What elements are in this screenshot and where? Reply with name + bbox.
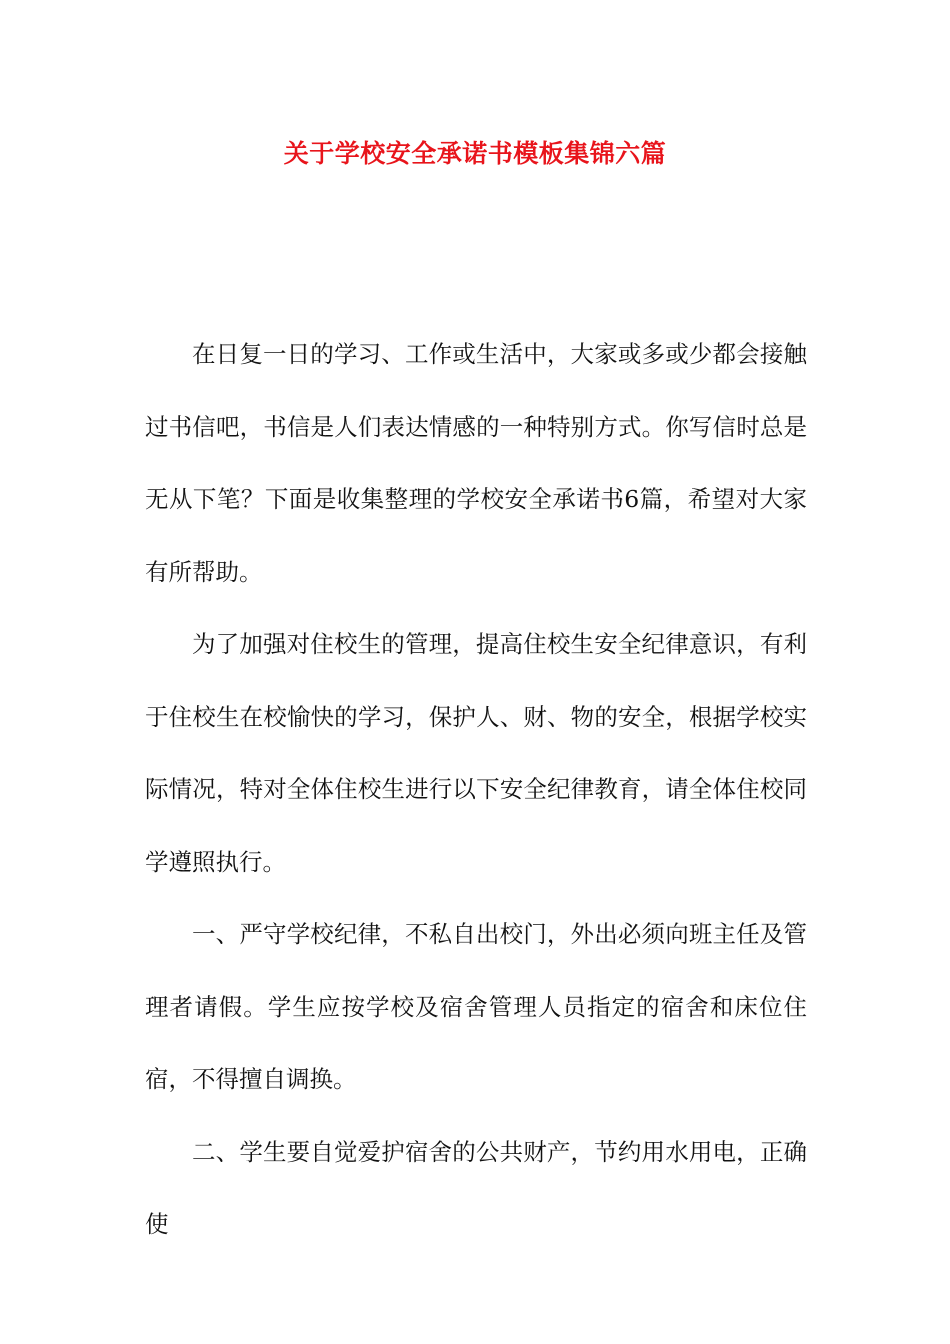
document-title: 关于学校安全承诺书模板集锦六篇 [283,139,667,168]
paragraph-intro: 在日复一日的学习、工作或生活中，大家或多或少都会接触过书信吧，书信是人们表达情感的一种特别方式。你写信时总是无从下笔？下面是收集整理的学校安全承诺书6篇，希望对大家有所帮助。 [145,340,807,586]
paragraph-rule-2: 二、学生要自觉爱护宿舍的公共财产，节约用水用电，正确使 [145,1137,807,1238]
paragraph-purpose: 为了加强对住校生的管理，提高住校生安全纪律意识，有利于住校生在校愉快的学习，保护人、财、物的安全，根据学校实际情况，特对全体住校生进行以下安全纪律教育，请全体住校同学遵照执行。 [145,630,807,876]
paragraph-rule-1: 一、严守学校纪律，不私自出校门，外出必须向班主任及管理者请假。学生应按学校及宿舍管理人员指定的宿舍和床位住宿，不得擅自调换。 [145,920,807,1093]
document-body [145,318,807,1261]
